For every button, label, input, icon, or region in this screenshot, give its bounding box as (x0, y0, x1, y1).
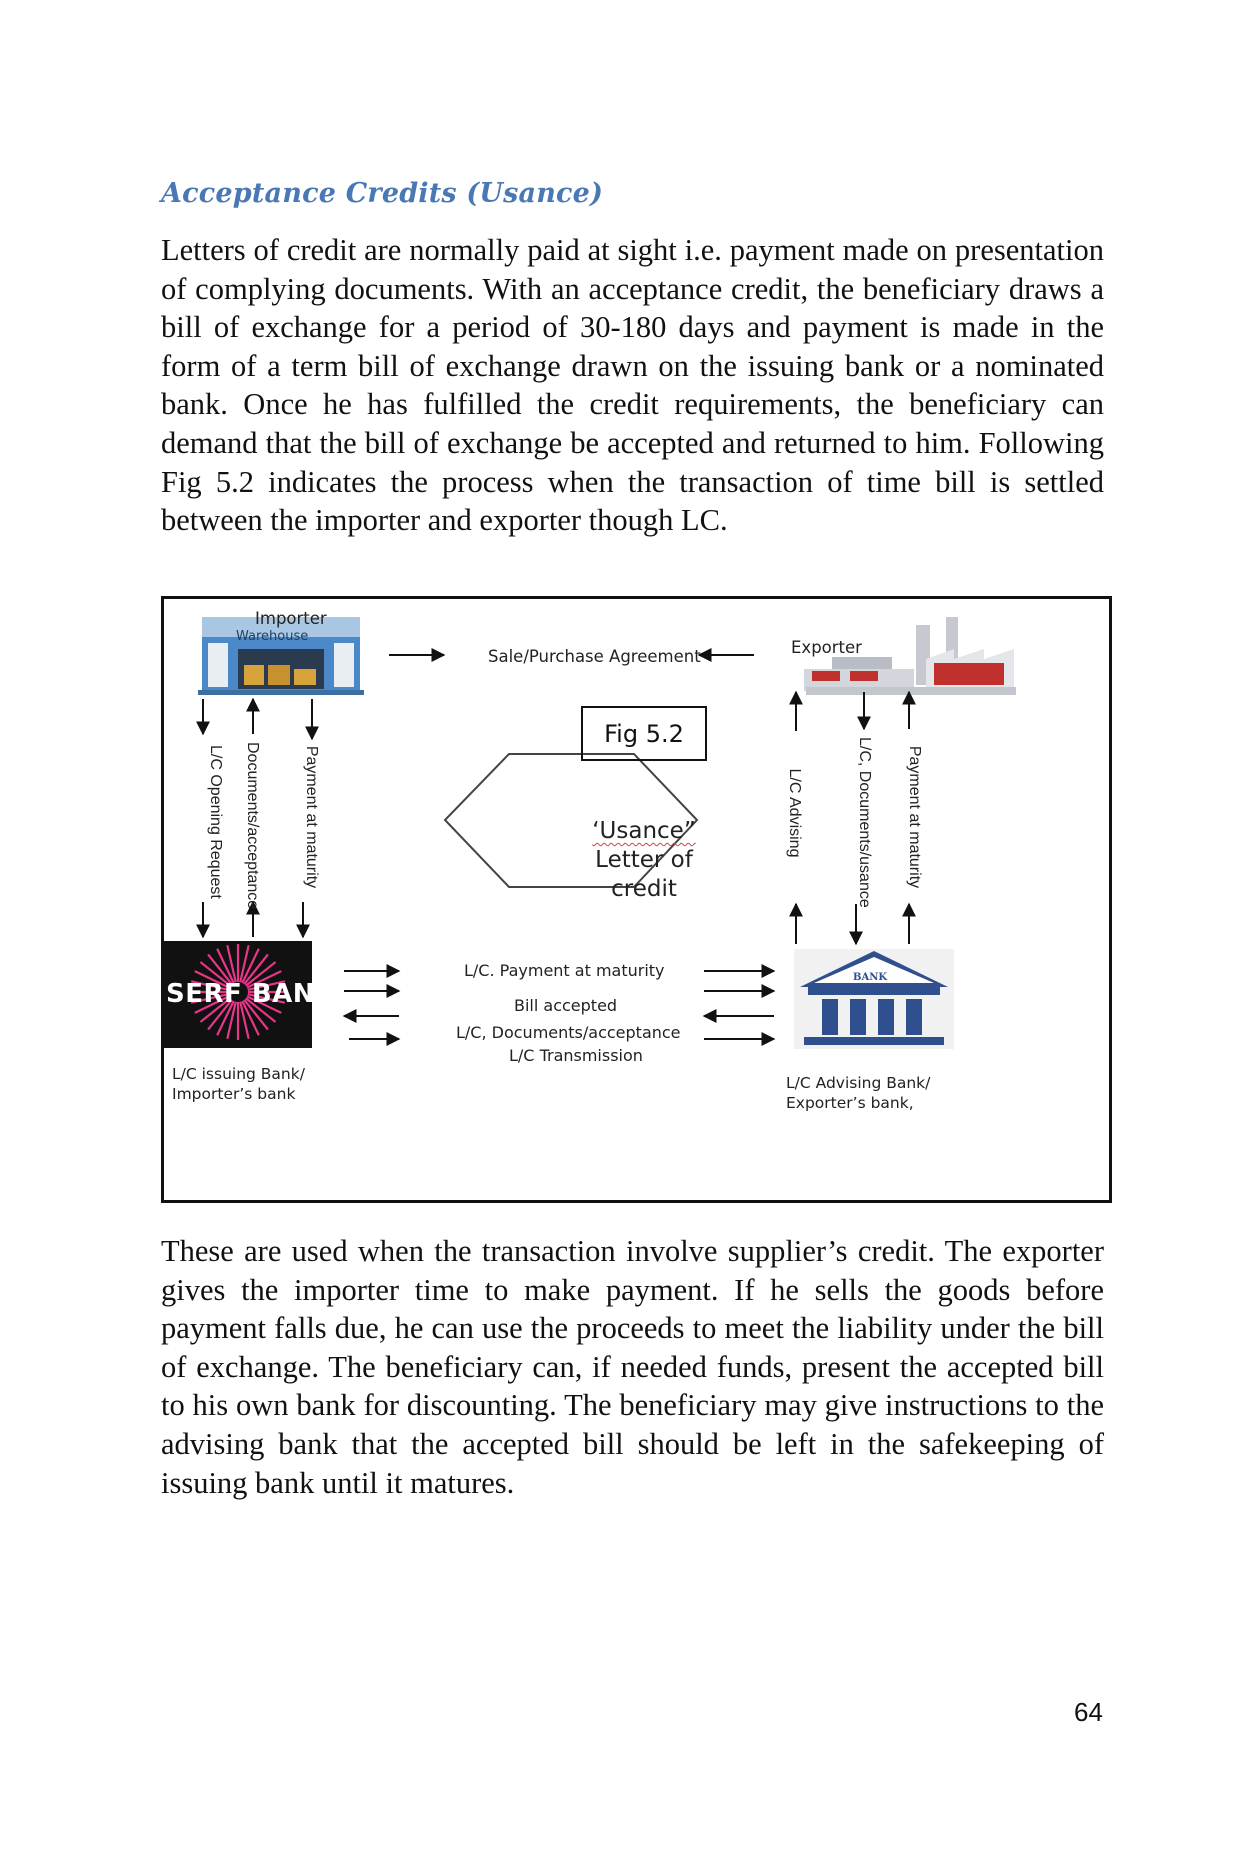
hexagon-line-2: Letter of (595, 847, 693, 873)
bank-pediment-text: BANK (853, 972, 888, 983)
flow-lc-payment-maturity: L/C. Payment at maturity (464, 961, 665, 980)
importer-label: Importer (255, 609, 327, 628)
flow-documents-acceptance-left: Documents/acceptance (244, 742, 261, 910)
issuing-bank-caption (172, 1064, 305, 1104)
flow-lc-documents-usance: L/C, Documents/usance (856, 737, 873, 908)
sale-purchase-label: Sale/Purchase Agreement (488, 647, 701, 666)
figure-number-box (581, 706, 707, 761)
flow-payment-maturity-left: Payment at maturity (303, 745, 320, 889)
serf-bank-logo-text: SERF BANK (166, 979, 336, 1009)
flow-lc-opening-request: L/C Opening Request (207, 745, 224, 899)
explanation-paragraph (161, 1232, 1104, 1502)
bank-building-icon (794, 949, 954, 1049)
advising-bank-caption-line1: L/C Advising Bank/ (786, 1074, 931, 1092)
flow-bill-accepted: Bill accepted (514, 996, 618, 1015)
page-number: 64 (1074, 1697, 1103, 1727)
explanation-paragraph-text: These are used when the transaction involve supplier’s credit. The exporter gives the importer time to make payment. If he sells the goods before payment falls due, he can use the proceeds to meet the liability under the bill of exchange. The beneficiary can, if needed funds, present the accepted bill to his own bank for discounting. The beneficiary may give instructions to the advising bank that the accepted bill should be left in the safekeeping of issuing bank until it matures. (161, 1234, 1104, 1500)
exporter-label: Exporter (791, 638, 862, 657)
hexagon-line-3: credit (611, 876, 677, 902)
figure-number: Fig 5.2 (604, 719, 684, 748)
issuing-bank-caption-line1: L/C issuing Bank/ (172, 1065, 305, 1083)
hexagon-label (544, 817, 744, 904)
intro-paragraph (161, 231, 1104, 540)
issuing-bank-caption-line2: Importer’s bank (172, 1085, 296, 1103)
warehouse-label: Warehouse (236, 629, 309, 644)
flow-lc-documents-acceptance: L/C, Documents/acceptance (456, 1023, 681, 1042)
hexagon-line-1: ‘Usance” (592, 818, 696, 844)
flow-lc-advising: L/C Advising (786, 768, 803, 858)
flow-lc-transmission: L/C Transmission (509, 1046, 643, 1065)
advising-bank-caption (786, 1073, 930, 1113)
section-heading: Acceptance Credits (Usance) (161, 178, 604, 209)
advising-bank-caption-line2: Exporter’s bank, (786, 1094, 914, 1112)
flow-payment-maturity-right: Payment at maturity (906, 745, 923, 889)
figure-5-2 (161, 596, 1112, 1203)
intro-paragraph-text: Letters of credit are normally paid at sight i.e. payment made on presentation of complying documents. With an acceptance credit, the beneficiary draws a bill of exchange for a period of 30-180 days and payment is made in the form of a term bill of exchange drawn on the issuing bank or a nominated bank. Once he has fulfilled the credit requirements, the beneficiary can demand that the bill of exchange be accepted and returned to him. Following Fig 5.2 indicates the process when the transaction of time bill is settled between the importer and exporter though LC. (161, 233, 1104, 538)
